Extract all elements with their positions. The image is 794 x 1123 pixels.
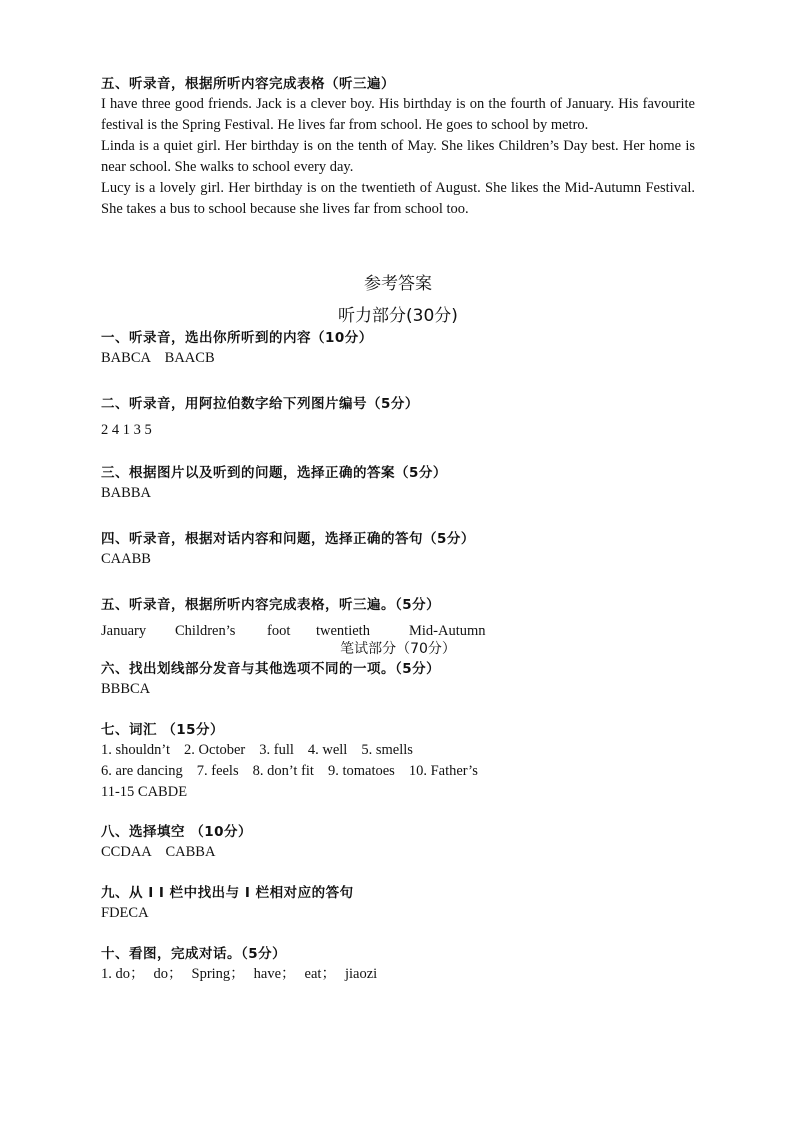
section-6-answer: BBBCA bbox=[101, 681, 151, 697]
section-7-answer-line bbox=[101, 761, 695, 782]
answer-item: 1. do； bbox=[101, 966, 145, 982]
section-4-heading: 四、听录音，根据对话内容和问题，选择正确的答句（5分） bbox=[101, 531, 475, 547]
section-9-heading: 九、从 I I 栏中找出与 I 栏相对应的答句 bbox=[101, 885, 354, 901]
answer-item: eat； bbox=[304, 966, 336, 982]
answer-item: do； bbox=[153, 966, 183, 982]
section-5-answer-row bbox=[101, 621, 695, 642]
section-7-heading: 七、词汇 （15分） bbox=[101, 722, 224, 738]
section-10-heading: 十、看图，完成对话。（5分） bbox=[101, 946, 287, 962]
answer-item: have； bbox=[253, 966, 296, 982]
answer-item: 4. well bbox=[307, 742, 348, 758]
answer-word: foot bbox=[267, 623, 291, 639]
script-paragraph: I have three good friends. Jack is a clever boy. His birthday is on the fourth of January. His favourite festival is the Spring Festival. He lives far from school. He goes to school by metro. bbox=[101, 96, 695, 133]
answer-item: 5. smells bbox=[361, 742, 413, 758]
section-7-answer-line bbox=[101, 740, 695, 761]
answer-item: 1. shouldn’t bbox=[101, 742, 171, 758]
section-8-answer: CCDAA CABBA bbox=[101, 844, 216, 860]
answer-item: 10. Father’s bbox=[408, 763, 478, 779]
answer-item: jiaozi bbox=[344, 966, 378, 982]
section-3-heading: 三、根据图片以及听到的问题，选择正确的答案（5分） bbox=[101, 465, 447, 481]
script-paragraph: Linda is a quiet girl. Her birthday is on the tenth of May. She likes Children’s Day best. Her home is near school. She walks to school every day. bbox=[101, 138, 695, 175]
listening-part-title: 听力部分(30分) bbox=[338, 306, 458, 326]
section-8-heading: 八、选择填空 （10分） bbox=[101, 824, 252, 840]
answer-item: 2. October bbox=[184, 742, 246, 758]
script-heading: 五、听录音，根据所听内容完成表格（听三遍） bbox=[101, 76, 395, 92]
section-9-answer: FDECA bbox=[101, 905, 149, 921]
section-10-answer bbox=[101, 964, 695, 985]
answer-item: 7. feels bbox=[196, 763, 239, 779]
answer-word: Mid-Autumn bbox=[409, 623, 486, 639]
section-1-answer: BABCA BAACB bbox=[101, 350, 215, 366]
section-2-answer: 2 4 1 3 5 bbox=[101, 422, 152, 438]
section-2-heading: 二、听录音，用阿拉伯数字给下列图片编号（5分） bbox=[101, 396, 419, 412]
section-1-heading: 一、听录音，选出你所听到的内容（10分） bbox=[101, 330, 373, 346]
section-3-answer: BABBA bbox=[101, 485, 151, 501]
answer-item: 9. tomatoes bbox=[327, 763, 395, 779]
answer-word: January bbox=[101, 623, 147, 639]
written-part-title: 笔试部分（70分） bbox=[340, 641, 456, 657]
section-4-answer: CAABB bbox=[101, 551, 151, 567]
script-paragraph: Lucy is a lovely girl. Her birthday is on the twentieth of August. She likes the Mid-Autumn Festival. She takes a bus to school because she lives far from school too. bbox=[101, 180, 695, 217]
section-7-answer-line: 11-15 CABDE bbox=[101, 784, 188, 800]
answer-word: twentieth bbox=[316, 623, 370, 639]
answer-item: 3. full bbox=[259, 742, 294, 758]
answer-item: 6. are dancing bbox=[101, 763, 183, 779]
section-5-heading: 五、听录音，根据所听内容完成表格，听三遍。（5分） bbox=[101, 597, 441, 613]
answer-word: Children’s bbox=[175, 623, 236, 639]
answer-item: Spring； bbox=[191, 966, 245, 982]
answer-key-title: 参考答案 bbox=[364, 274, 432, 294]
answer-item: 8. don’t fit bbox=[252, 763, 314, 779]
answer-sheet-page bbox=[101, 74, 695, 985]
section-6-heading: 六、找出划线部分发音与其他选项不同的一项。（5分） bbox=[101, 661, 441, 677]
